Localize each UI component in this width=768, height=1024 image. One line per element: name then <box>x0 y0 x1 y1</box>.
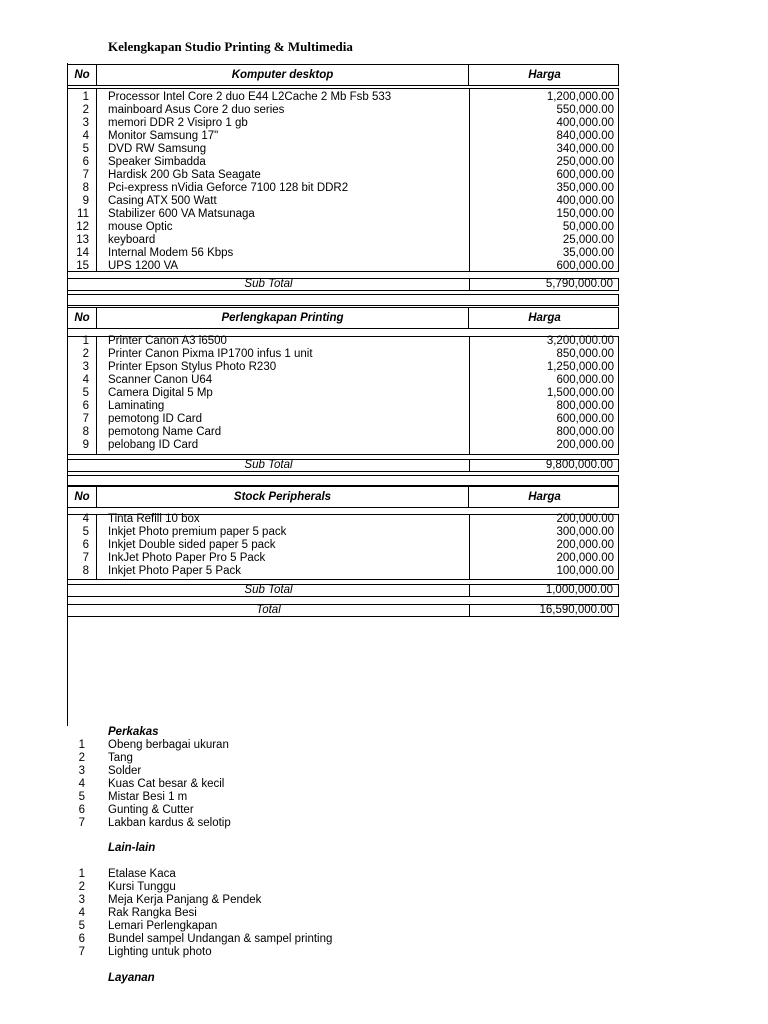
row-no: 9 <box>82 439 89 451</box>
item-desc: Lakban kardus & selotip <box>108 817 231 829</box>
subtotal-value: 9,800,000.00 <box>545 459 613 471</box>
total-label: Total <box>256 604 281 616</box>
table-header <box>67 64 619 86</box>
item-desc: Lemari Perlengkapan <box>108 920 218 932</box>
row-no: 15 <box>76 260 89 272</box>
header-price: Harga <box>528 491 561 503</box>
row-no: 7 <box>82 552 89 564</box>
row-desc: Speaker Simbadda <box>108 156 206 168</box>
row-desc: Camera Digital 5 Mp <box>108 387 213 399</box>
item-no: 1 <box>78 739 85 751</box>
subtotal-value: 5,790,000.00 <box>545 278 613 290</box>
table-row <box>67 413 619 426</box>
item-no: 7 <box>78 946 85 958</box>
table-row <box>67 91 619 104</box>
row-desc: Internal Modem 56 Kbps <box>108 247 234 259</box>
table-row <box>67 361 619 374</box>
table-row <box>67 439 619 452</box>
item-no: 2 <box>78 752 85 764</box>
subtotal-label: Sub Total <box>244 278 293 290</box>
row-no: 9 <box>82 195 89 207</box>
item-desc: Meja Kerja Panjang & Pendek <box>108 894 262 906</box>
item-no: 3 <box>78 894 85 906</box>
row-no: 5 <box>82 387 89 399</box>
table-row <box>67 169 619 182</box>
row-no: 3 <box>82 117 89 129</box>
item-no: 3 <box>78 765 85 777</box>
table-row <box>67 130 619 143</box>
subtotal-value: 1,000,000.00 <box>545 584 613 596</box>
row-no: 8 <box>82 426 89 438</box>
row-desc: Printer Canon Pixma IP1700 infus 1 unit <box>108 348 313 360</box>
row-no: 7 <box>82 169 89 181</box>
item-desc: Etalase Kaca <box>108 868 176 880</box>
item-no: 6 <box>78 804 85 816</box>
row-desc: Scanner Canon U64 <box>108 374 213 386</box>
table-header <box>67 486 619 508</box>
layanan-title: Layanan <box>108 972 155 984</box>
total-value: 16,590,000.00 <box>539 604 613 616</box>
row-desc: UPS 1200 VA <box>108 260 179 272</box>
table-row <box>67 565 619 578</box>
item-desc: Bundel sampel Undangan & sampel printing <box>108 933 333 945</box>
row-desc: Printer Canon A3 i6500 <box>108 335 227 347</box>
row-price: 600,000.00 <box>556 413 614 425</box>
row-desc: memori DDR 2 Visipro 1 gb <box>108 117 248 129</box>
row-price: 200,000.00 <box>556 552 614 564</box>
row-no: 3 <box>82 361 89 373</box>
table-row <box>67 260 619 273</box>
item-no: 2 <box>78 881 85 893</box>
item-no: 4 <box>78 778 85 790</box>
spacer-row <box>67 475 619 486</box>
row-desc: keyboard <box>108 234 156 246</box>
row-desc: Inkjet Double sided paper 5 pack <box>108 539 276 551</box>
item-no: 1 <box>78 868 85 880</box>
item-no: 4 <box>78 907 85 919</box>
row-desc: pemotong ID Card <box>108 413 202 425</box>
row-desc: Stabilizer 600 VA Matsunaga <box>108 208 255 220</box>
table-row <box>67 426 619 439</box>
row-no: 8 <box>82 565 89 577</box>
row-price: 300,000.00 <box>556 526 614 538</box>
row-price: 150,000.00 <box>556 208 614 220</box>
row-no: 5 <box>82 143 89 155</box>
row-price: 600,000.00 <box>556 260 614 272</box>
subtotal-row <box>67 584 619 597</box>
spacer-row <box>67 294 619 306</box>
table-row <box>67 335 619 348</box>
header-no: No <box>74 491 90 503</box>
document-title: Kelengkapan Studio Printing & Multimedia <box>108 39 353 54</box>
table-row <box>67 374 619 387</box>
table-header <box>67 307 619 329</box>
item-desc: Obeng berbagai ukuran <box>108 739 229 751</box>
subtotal-row <box>67 459 619 472</box>
item-no: 5 <box>78 791 85 803</box>
table-row <box>67 247 619 260</box>
row-desc: Hardisk 200 Gb Sata Seagate <box>108 169 261 181</box>
row-no: 4 <box>82 513 89 525</box>
row-price: 800,000.00 <box>556 426 614 438</box>
row-price: 800,000.00 <box>556 400 614 412</box>
row-desc: Tinta Refill 10 box <box>108 513 200 525</box>
header-no: No <box>74 312 90 324</box>
row-price: 3,200,000.00 <box>546 335 614 347</box>
row-desc: pelobang ID Card <box>108 439 199 451</box>
header-desc: Perlengkapan Printing <box>96 308 469 328</box>
row-no: 13 <box>76 234 89 246</box>
table-row <box>67 387 619 400</box>
table-row <box>67 104 619 117</box>
row-desc: Casing ATX 500 Watt <box>108 195 217 207</box>
row-no: 2 <box>82 104 89 116</box>
row-desc: pemotong Name Card <box>108 426 222 438</box>
table-row <box>67 234 619 247</box>
item-desc: Tang <box>108 752 133 764</box>
item-desc: Gunting & Cutter <box>108 804 194 816</box>
header-desc: Stock Peripherals <box>96 487 469 507</box>
item-no: 6 <box>78 933 85 945</box>
row-price: 200,000.00 <box>556 539 614 551</box>
row-price: 400,000.00 <box>556 195 614 207</box>
row-no: 1 <box>82 91 89 103</box>
table-row <box>67 552 619 565</box>
item-desc: Rak Rangka Besi <box>108 907 197 919</box>
row-price: 1,250,000.00 <box>546 361 614 373</box>
item-desc: Lighting untuk photo <box>108 946 212 958</box>
row-price: 200,000.00 <box>556 513 614 525</box>
row-desc: Laminating <box>108 400 165 412</box>
row-desc: mainboard Asus Core 2 duo series <box>108 104 285 116</box>
row-price: 200,000.00 <box>556 439 614 451</box>
subtotal-row <box>67 278 619 291</box>
row-price: 340,000.00 <box>556 143 614 155</box>
row-no: 14 <box>76 247 89 259</box>
row-no: 4 <box>82 130 89 142</box>
row-desc: Pci-express nVidia Geforce 7100 128 bit DDR2 <box>108 182 349 194</box>
item-no: 5 <box>78 920 85 932</box>
table-row <box>67 156 619 169</box>
item-desc: Solder <box>108 765 142 777</box>
row-desc: mouse Optic <box>108 221 173 233</box>
item-desc: Mistar Besi 1 m <box>108 791 188 803</box>
table-row <box>67 526 619 539</box>
row-price: 1,200,000.00 <box>546 91 614 103</box>
row-desc: Inkjet Photo premium paper 5 pack <box>108 526 287 538</box>
row-desc: Processor Intel Core 2 duo E44 L2Cache 2 Mb Fsb 533 <box>108 91 392 103</box>
row-no: 7 <box>82 413 89 425</box>
row-no: 6 <box>82 156 89 168</box>
row-no: 5 <box>82 526 89 538</box>
row-price: 400,000.00 <box>556 117 614 129</box>
row-price: 25,000.00 <box>562 234 614 246</box>
total-row <box>67 604 619 617</box>
row-price: 600,000.00 <box>556 169 614 181</box>
subtotal-label: Sub Total <box>244 584 293 596</box>
table-row <box>67 195 619 208</box>
row-desc: Inkjet Photo Paper 5 Pack <box>108 565 241 577</box>
row-price: 850,000.00 <box>556 348 614 360</box>
row-price: 600,000.00 <box>556 374 614 386</box>
row-no: 4 <box>82 374 89 386</box>
row-price: 35,000.00 <box>562 247 614 259</box>
row-no: 6 <box>82 400 89 412</box>
row-no: 2 <box>82 348 89 360</box>
row-price: 840,000.00 <box>556 130 614 142</box>
table-row <box>67 539 619 552</box>
row-desc: DVD RW Samsung <box>108 143 207 155</box>
table-row <box>67 143 619 156</box>
table-row <box>67 221 619 234</box>
table-row <box>67 208 619 221</box>
row-price: 550,000.00 <box>556 104 614 116</box>
item-desc: Kuas Cat besar & kecil <box>108 778 225 790</box>
table-row <box>67 117 619 130</box>
row-price: 50,000.00 <box>562 221 614 233</box>
item-desc: Kursi Tunggu <box>108 881 176 893</box>
item-no: 7 <box>78 817 85 829</box>
row-price: 350,000.00 <box>556 182 614 194</box>
row-no: 11 <box>77 208 89 220</box>
row-no: 8 <box>82 182 89 194</box>
row-no: 12 <box>76 221 89 233</box>
row-desc: Monitor Samsung 17" <box>108 130 219 142</box>
table-row <box>67 513 619 526</box>
perkakas-title: Perkakas <box>108 726 159 738</box>
row-desc: InkJet Photo Paper Pro 5 Pack <box>108 552 266 564</box>
subtotal-label: Sub Total <box>244 459 293 471</box>
header-no: No <box>74 69 90 81</box>
row-no: 6 <box>82 539 89 551</box>
header-desc: Komputer desktop <box>96 65 469 85</box>
row-price: 250,000.00 <box>556 156 614 168</box>
table-row <box>67 182 619 195</box>
row-no: 1 <box>82 335 89 347</box>
header-price: Harga <box>528 312 561 324</box>
lain-lain-title: Lain-lain <box>108 842 156 854</box>
row-desc: Printer Epson Stylus Photo R230 <box>108 361 277 373</box>
row-price: 1,500,000.00 <box>546 387 614 399</box>
row-price: 100,000.00 <box>556 565 614 577</box>
table-row <box>67 348 619 361</box>
table-row <box>67 400 619 413</box>
header-price: Harga <box>528 69 561 81</box>
